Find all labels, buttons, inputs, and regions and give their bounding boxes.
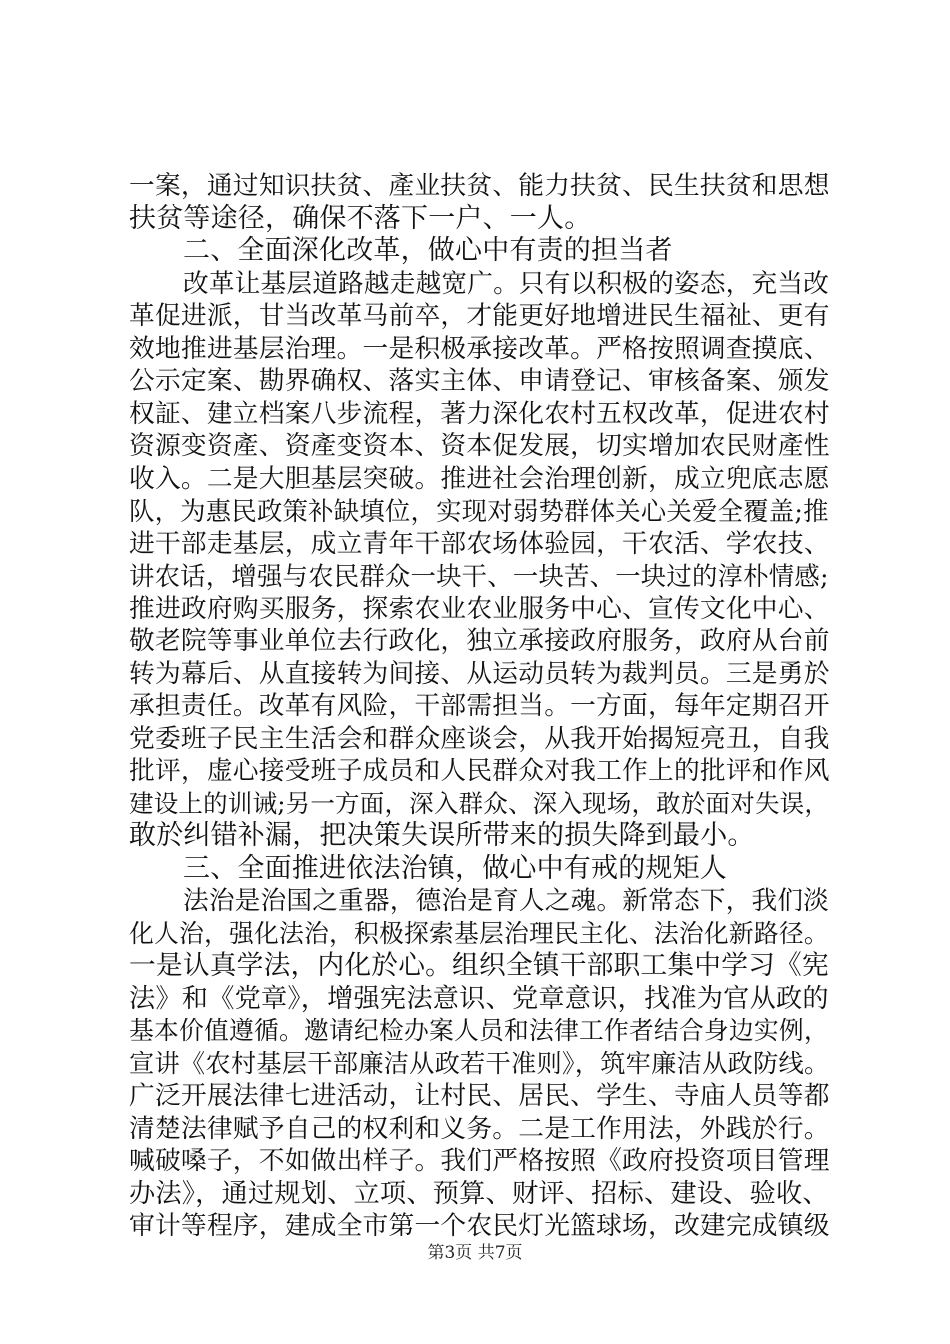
- text-line: 收入。二是大胆基层突破。推进社会治理创新，成立兜底志愿: [129, 463, 830, 494]
- document-body: [129, 170, 829, 1243]
- text-line: 转为幕后、从直接转为间接、从运动员转为裁判员。三是勇於: [129, 658, 830, 689]
- text-line: 承担责任。改革有风险，干部需担当。一方面，每年定期召开: [129, 691, 830, 721]
- text-line: 进干部走基层，成立青年干部农场体验园，干农活、学农技、: [129, 528, 830, 559]
- text-line: 效地推进基层治理。一是积极承接改革。严格按照调查摸底、: [129, 333, 830, 364]
- text-line: 宣讲《农村基层干部廉洁从政若干准则》，筑牢廉洁从政防线。: [129, 1048, 830, 1078]
- text-line: 党委班子民主生活会和群众座谈会，从我开始揭短亮丑，自我: [129, 723, 830, 754]
- text-line: 讲农话，增强与农民群众一块干、一块苦、一块过的淳朴情感;: [129, 561, 829, 591]
- text-line: 化人治，强化法治，积极探索基层治理民主化、法治化新路径。: [129, 918, 829, 948]
- page-footer: [0, 1238, 950, 1263]
- text-line: 清楚法律赋予自己的权利和义务。二是工作用法，外践於行。: [129, 1113, 830, 1144]
- text-line: 权証、建立档案八步流程，著力深化农村五权改革，促进农村: [129, 398, 830, 429]
- page-number: 第3页 共7页: [427, 1243, 523, 1263]
- section-heading: 三、全面推进依法治镇，做心中有戒的规矩人: [183, 852, 727, 884]
- text-line: 喊破嗓子，不如做出样子。我们严格按照《政府投资项目管理: [129, 1146, 830, 1176]
- text-line: 扶贫等途径，确保不落下一户、一人。: [129, 202, 592, 234]
- text-line: 建设上的训诫;另一方面，深入群众、深入现场，敢於面对失误，: [129, 788, 830, 818]
- text-line: 批评，虚心接受班子成员和人民群众对我工作上的批评和作风: [129, 756, 830, 786]
- text-line: 一是认真学法，内化於心。组织全镇干部职工集中学习《宪: [129, 950, 829, 981]
- text-line: 公示定案、勘界确权、落实主体、申请登记、审核备案、颁发: [129, 366, 830, 396]
- text-line: 推进政府购买服务，探索农业农业服务中心、宣传文化中心、: [129, 593, 830, 624]
- text-line: 法治是治国之重器，德治是育人之魂。新常态下，我们淡: [183, 886, 830, 916]
- text-line: 广泛开展法律七进活动，让村民、居民、学生、寺庙人员等都: [129, 1081, 830, 1111]
- text-line: 资源变资產、资產变资本、资本促发展，切实增加农民财產性: [129, 431, 830, 461]
- text-line: 一案，通过知识扶贫、產业扶贫、能力扶贫、民生扶贫和思想: [129, 171, 830, 201]
- text-line: 敬老院等事业单位去行政化，独立承接政府服务，政府从台前: [129, 626, 830, 656]
- text-line: 改革让基层道路越走越宽广。只有以积极的姿态，充当改: [183, 268, 830, 299]
- text-line: 敢於纠错补漏，把决策失误所带来的损失降到最小。: [129, 820, 755, 851]
- text-line: 法》和《党章》，增强宪法意识、党章意识，找准为官从政的: [129, 983, 829, 1014]
- section-heading: 二、全面深化改革，做心中有责的担当者: [183, 235, 673, 266]
- text-line: 办法》，通过规划、立项、预算、财评、招标、建设、验收、: [129, 1178, 829, 1209]
- text-line: 审计等程序，建成全市第一个农民灯光篮球场，改建完成镇级: [129, 1211, 830, 1241]
- text-line: 队，为惠民政策补缺填位，实现对弱势群体关心关爱全覆盖;推: [129, 496, 829, 526]
- text-line: 基本价值遵循。邀请纪检办案人员和法律工作者结合身边实例，: [129, 1016, 829, 1045]
- text-line: 革促进派，甘当改革马前卒，才能更好地增进民生福祉、更有: [129, 301, 830, 331]
